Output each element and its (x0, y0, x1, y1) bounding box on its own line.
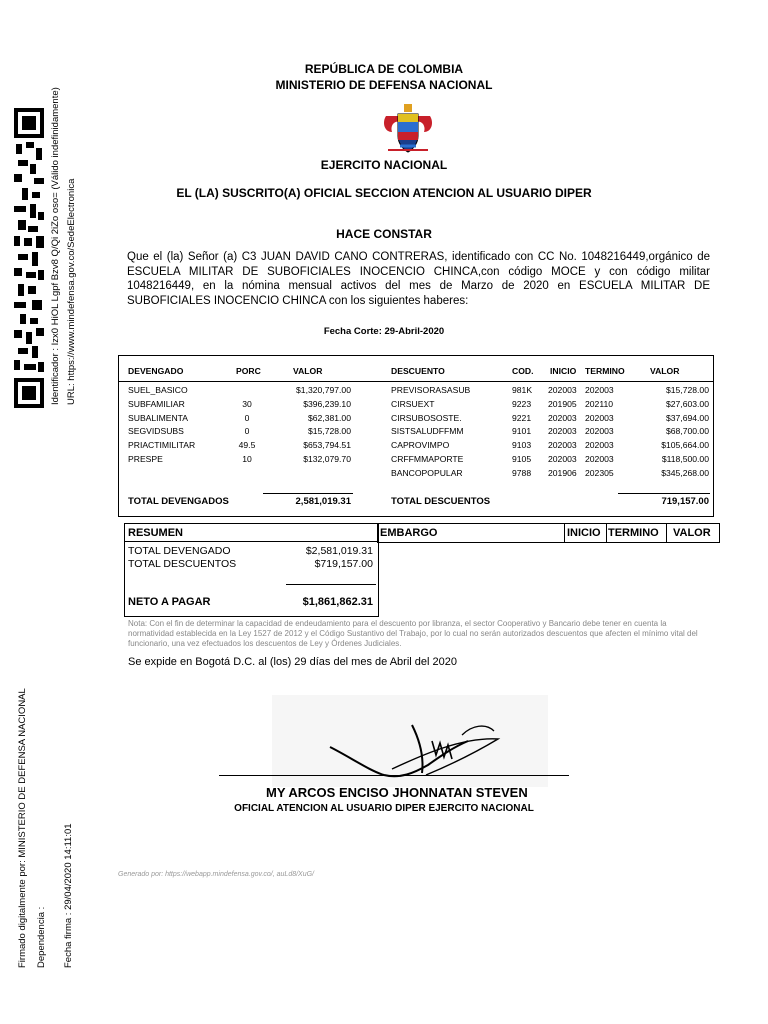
deduction-inicio: 202003 (548, 385, 577, 395)
earning-porc: 30 (242, 398, 252, 409)
deduction-name: CIRSUBOSOSTE. (391, 412, 462, 423)
earning-valor: $62,381.00 (307, 412, 351, 423)
total-descuentos-label: TOTAL DESCUENTOS (391, 496, 491, 507)
signer-title: OFICIAL ATENCION AL USUARIO DIPER EJERCITO NACIONAL (234, 803, 534, 814)
deduction-inicio: 201906 (548, 467, 577, 478)
deduction-termino: 202003 (585, 426, 614, 437)
deduction-name: CRFFMMAPORTE (391, 454, 464, 464)
earning-name: PRESPE (128, 454, 163, 464)
summary-title: RESUMEN (128, 527, 184, 539)
deduction-termino: 202003 (585, 412, 614, 423)
deduction-inicio: 202003 (548, 454, 577, 464)
earning-name: SUEL_BASICO (128, 385, 188, 395)
header-inicio: INICIO (550, 366, 577, 376)
earning-porc: 0 (244, 426, 250, 437)
deduction-inicio: 202003 (548, 440, 577, 451)
earning-valor: $15,728.00 (307, 426, 351, 437)
signer-name: MY ARCOS ENCISO JHONNATAN STEVEN (266, 785, 528, 800)
deduction-cod: 9223 (512, 398, 532, 409)
embargo-termino: TERMINO (608, 527, 659, 539)
deduction-termino: 202110 (585, 398, 614, 409)
header-devengado: DEVENGADO (128, 366, 184, 376)
signed-by-text: Firmado digitalmente por: MINISTERIO DE DEFENSA NACIONAL (17, 688, 28, 968)
deduction-termino: 202305 (585, 467, 614, 478)
deduction-name: BANCOPOPULAR (391, 467, 463, 478)
deduction-name: SISTSALUDFFMM (391, 426, 464, 437)
total-devengados-value: 2,581,019.31 (295, 496, 351, 507)
sign-date-text: Fecha firma : 29/04/2020 14:11:01 (63, 823, 74, 968)
summary-dev-label: TOTAL DEVENGADO (128, 545, 231, 557)
embargo-valor: VALOR (673, 527, 711, 539)
earning-name: SUBFAMILIAR (128, 398, 185, 409)
generated-by: Generado por: https://webapp.mindefensa.gov.co/, auLd8/XuG/ (118, 871, 314, 878)
earning-name: SUBALIMENTA (128, 412, 189, 423)
embargo-label: EMBARGO (380, 527, 438, 539)
earning-porc: 0 (244, 412, 250, 423)
coat-of-arms-icon (380, 102, 436, 158)
header-valor2: VALOR (650, 366, 680, 376)
deduction-cod: 9101 (512, 426, 532, 437)
body-paragraph: Que el (la) Señor (a) C3 JUAN DAVID CANO CONTRERAS, identificado con CC No. 1048216449,orgánico de ESCUELA MILITAR DE SUBOFICIALES INOCENCIO CHINCA,con código MOCE y con código militar 1048216449, en la nómina mensual activos del mes de Marzo de 2020 en ESCUELA MILITAR DE SUBOFICIALES INOCENCIO CHINCA con los siguientes haberes: (127, 251, 710, 307)
identifier-text: Identificador : Izx0 HiOL Lgpf Bzv8 Q/Qi 2iZo oso= (Válido indefinidamente) (50, 87, 61, 405)
deduction-valor: $105,664.00 (661, 440, 709, 451)
deduction-cod: 9221 (512, 412, 532, 423)
deduction-cod: 9788 (512, 467, 532, 478)
certify-title: HACE CONSTAR (336, 227, 432, 241)
earning-name: SEGVIDSUBS (128, 426, 184, 437)
header-termino: TERMINO (585, 366, 625, 376)
deduction-inicio: 202003 (548, 412, 577, 423)
deduction-termino: 202003 (585, 454, 614, 464)
country-title: REPÚBLICA DE COLOMBIA (304, 62, 464, 76)
deduction-valor: $37,694.00 (665, 412, 709, 423)
summary-desc-value: $719,157.00 (314, 558, 373, 570)
deduction-termino: 202003 (585, 440, 614, 451)
net-value: $1,861,862.31 (302, 596, 373, 608)
deduction-inicio: 202003 (548, 426, 577, 437)
deduction-inicio: 201905 (548, 398, 577, 409)
deduction-valor: $345,268.00 (661, 467, 709, 478)
total-descuentos-value: 719,157.00 (661, 496, 709, 507)
deduction-name: CAPROVIMPO (391, 440, 450, 451)
ministry-title: MINISTERIO DE DEFENSA NACIONAL (275, 78, 493, 92)
deduction-valor: $27,603.00 (665, 398, 709, 409)
summary-desc-label: TOTAL DESCUENTOS (128, 558, 237, 570)
dependency-text: Dependencia : (36, 906, 47, 968)
deduction-cod: 9103 (512, 440, 532, 451)
deduction-valor: $68,700.00 (665, 426, 709, 437)
header-valor: VALOR (293, 366, 323, 376)
issued-text: Se expide en Bogotá D.C. al (los) 29 días del mes de Abril del 2020 (128, 656, 457, 668)
earning-valor: $132,079.70 (303, 454, 351, 464)
url-text: URL: https://www.mindefensa.gov.co/SedeElectronica (66, 178, 77, 405)
legal-note: Nota: Con el fin de determinar la capacidad de endeudamiento para el descuento por libranza, el sector Cooperativo y Bancario debe tener en cuenta la normatividad establecida en la Ley 1527 de 2012 y el Código Sustantivo del Trabajo, por lo cual no serán autorizados descuentos que afecten el mínimo vital del funcionario, una vez efectuados los descuentos de Ley y Órdenes Judiciales. (128, 619, 698, 648)
cut-date: Fecha Corte: 29-Abril-2020 (323, 326, 445, 337)
earning-valor: $1,320,797.00 (296, 385, 351, 395)
earning-porc: 10 (242, 454, 252, 464)
earning-valor: $653,794.51 (303, 440, 351, 451)
embargo-inicio: INICIO (567, 527, 601, 539)
summary-dev-value: $2,581,019.31 (305, 545, 373, 557)
net-label: NETO A PAGAR (128, 596, 211, 608)
subscriber-title: EL (LA) SUSCRITO(A) OFICIAL SECCION ATENCION AL USUARIO DIPER (176, 186, 592, 200)
earning-valor: $396,239.10 (303, 398, 351, 409)
earning-porc: 49.5 (238, 440, 256, 451)
deduction-cod: 9105 (512, 454, 532, 464)
header-porc: PORC (236, 366, 261, 376)
deduction-termino: 202003 (585, 385, 614, 395)
deduction-cod: 981K (512, 385, 533, 395)
army-title: EJERCITO NACIONAL (320, 158, 448, 172)
deduction-valor: $15,728.00 (665, 385, 709, 395)
qr-code (14, 108, 44, 408)
deduction-name: CIRSUEXT (391, 398, 435, 409)
earning-name: PRIACTIMILITAR (128, 440, 196, 451)
deduction-valor: $118,500.00 (661, 454, 709, 464)
total-devengados-label: TOTAL DEVENGADOS (128, 496, 229, 507)
signature-image (272, 695, 548, 787)
header-descuento: DESCUENTO (391, 366, 445, 376)
deduction-name: PREVISORASASUB (391, 385, 471, 395)
header-cod: COD. (512, 366, 534, 376)
